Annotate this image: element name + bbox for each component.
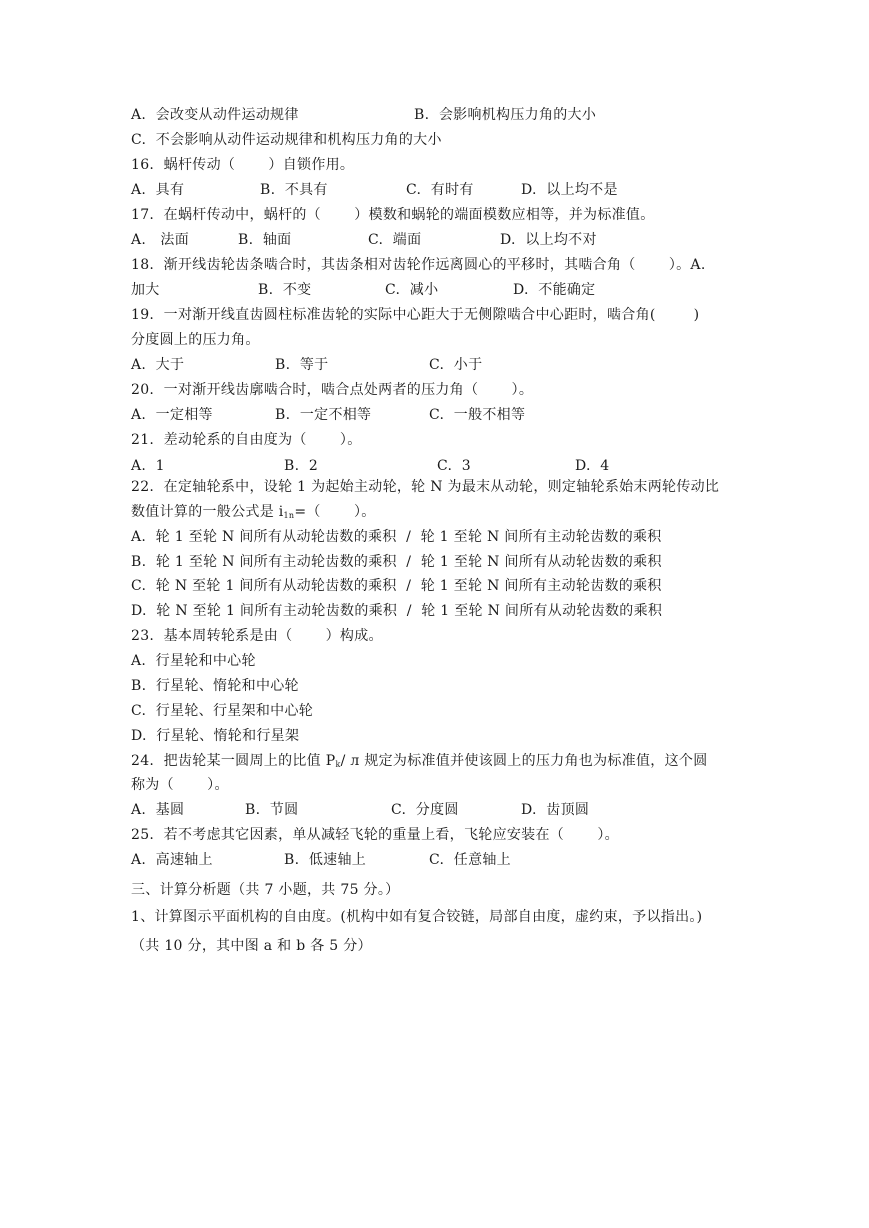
q24-subscript: k <box>335 760 341 769</box>
q17-option: C. 端面 <box>368 232 422 248</box>
q17-option: D. 以上均不对 <box>500 232 597 248</box>
q16-option: C. 有时有 <box>406 182 474 198</box>
section-heading: 三、计算分析题（共 7 小题，共 75 分。） <box>131 882 400 898</box>
q22-formula-subscript: 1n <box>283 511 295 520</box>
q24-option: D. 齿顶圆 <box>521 802 590 818</box>
q24-text-suffix: / л 规定为标准值并使该圆上的压力角也为标准值，这个圆 <box>340 753 708 769</box>
q19-option: C. 小于 <box>429 357 483 373</box>
question-23: 23. 基本周转轮系是由（ ）构成。 <box>131 628 383 644</box>
q22-option: B. 轮 1 至轮 N 间所有主动轮齿数的乘积 / 轮 1 至轮 N 间所有从动轮齿数的乘积 <box>131 554 662 570</box>
q22-option: D. 轮 N 至轮 1 间所有主动轮齿数的乘积 / 轮 1 至轮 N 间所有从动轮齿数的乘积 <box>131 603 663 619</box>
q25-option: C. 任意轴上 <box>429 852 511 868</box>
q16-option: B. 不具有 <box>260 182 328 198</box>
q22-formula-suffix: =（ ）。 <box>294 504 376 520</box>
q17-option: A. 法面 <box>131 232 190 248</box>
problem-1-score: （共 10 分，其中图 a 和 b 各 5 分） <box>131 938 372 954</box>
q16-option: D. 以上均不是 <box>521 182 618 198</box>
q23-option: B. 行星轮、惰轮和中心轮 <box>131 678 299 694</box>
question-25: 25. 若不考虑其它因素，单从减轻飞轮的重量上看，飞轮应安装在（ ）。 <box>131 827 619 843</box>
q19-option: A. 大于 <box>131 357 185 373</box>
q24-option: C. 分度圆 <box>391 802 459 818</box>
question-21: 21. 差动轮系的自由度为（ ）。 <box>131 432 362 448</box>
q22-option: C. 轮 N 至轮 1 间所有从动轮齿数的乘积 / 轮 1 至轮 N 间所有主动轮齿数的乘积 <box>131 578 662 594</box>
question-22: 22. 在定轴轮系中，设轮 1 为起始主动轮，轮 N 为最末从动轮，则定轴轮系始末两轮传动比 <box>131 479 720 495</box>
q20-option: B. 一定不相等 <box>275 407 372 423</box>
q21-option: C. 3 <box>437 458 471 474</box>
q22-formula-prefix: 数值计算的一般公式是 i <box>131 504 284 520</box>
q22-option: A. 轮 1 至轮 N 间所有从动轮齿数的乘积 / 轮 1 至轮 N 间所有主动轮齿数的乘积 <box>131 529 662 545</box>
q18-option: B. 不变 <box>258 282 312 298</box>
q18-option: C. 减小 <box>385 282 439 298</box>
q24-text-prefix: 24. 把齿轮某一圆周上的比值 P <box>131 753 336 769</box>
question-19: 19. 一对渐开线直齿圆柱标准齿轮的实际中心距大于无侧隙啮合中心距时，啮合角( ) <box>131 307 700 323</box>
q21-option: B. 2 <box>284 458 319 474</box>
q20-option: A. 一定相等 <box>131 407 213 423</box>
option-c: C. 不会影响从动件运动规律和机构压力角的大小 <box>131 132 442 148</box>
q18-option: D. 不能确定 <box>513 282 596 298</box>
question-16: 16. 蜗杆传动（ ）自锁作用。 <box>131 157 355 173</box>
question-22-cont <box>131 503 376 525</box>
option-a: A. 会改变从动件运动规律 <box>131 107 299 123</box>
q17-option: B. 轴面 <box>238 232 292 248</box>
q21-option: D. 4 <box>575 458 610 474</box>
q20-option: C. 一般不相等 <box>429 407 526 423</box>
q24-option: A. 基圆 <box>131 802 185 818</box>
q23-option: D. 行星轮、惰轮和行星架 <box>131 728 300 744</box>
question-19-cont: 分度圆上的压力角。 <box>131 332 260 348</box>
q18-option: 加大 <box>131 282 160 298</box>
question-24-cont: 称为（ ）。 <box>131 777 229 793</box>
q25-option: B. 低速轴上 <box>284 852 367 868</box>
question-24 <box>131 752 708 774</box>
q23-option: C. 行星轮、行星架和中心轮 <box>131 703 314 719</box>
problem-1: 1、计算图示平面机构的自由度。(机构中如有复合铰链，局部自由度，虚约束，予以指出。) <box>131 909 703 925</box>
question-17: 17. 在蜗杆传动中，蜗杆的（ ）模数和蜗轮的端面模数应相等，并为标准值。 <box>131 207 655 223</box>
q24-option: B. 节圆 <box>245 802 299 818</box>
q25-option: A. 高速轴上 <box>131 852 213 868</box>
option-b: B. 会影响机构压力角的大小 <box>414 107 597 123</box>
question-18: 18. 渐开线齿轮齿条啮合时，其齿条相对齿轮作远离圆心的平移时，其啮合角（ ）。A. <box>131 257 706 273</box>
question-20: 20. 一对渐开线齿廓啮合时，啮合点处两者的压力角（ ）。 <box>131 382 534 398</box>
q21-option: A. 1 <box>131 458 165 474</box>
q16-option: A. 具有 <box>131 182 185 198</box>
q23-option: A. 行星轮和中心轮 <box>131 653 256 669</box>
q19-option: B. 等于 <box>275 357 329 373</box>
